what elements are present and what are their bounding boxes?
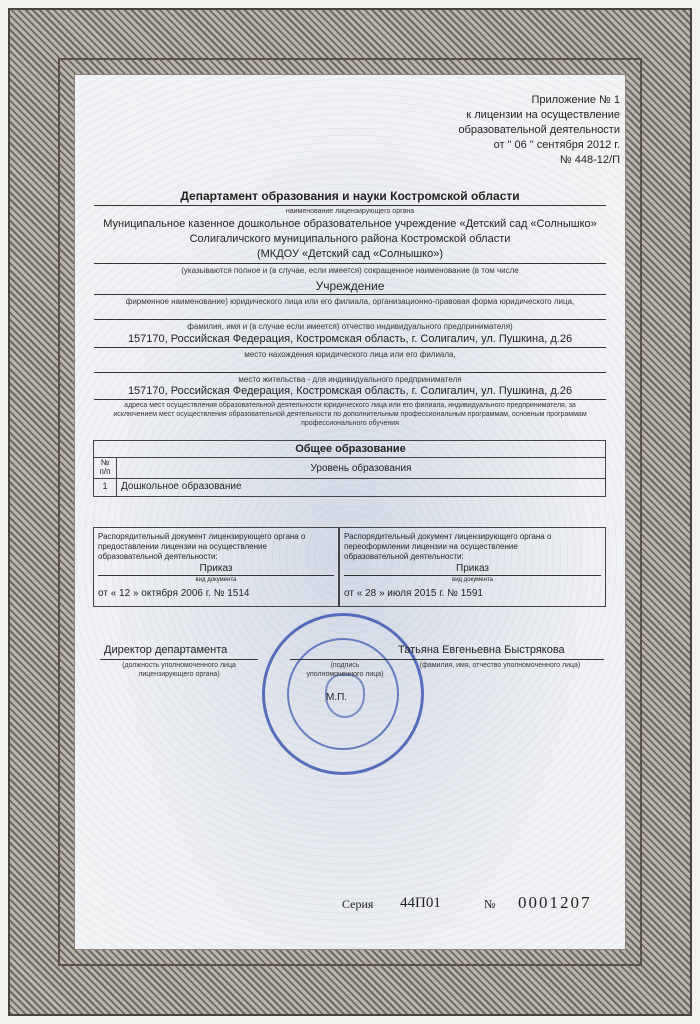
signer-name: Татьяна Евгеньевна Быстрякова (398, 644, 565, 656)
doc-left-type-underline (98, 575, 334, 576)
doc-left-box (93, 527, 339, 607)
activity-caption-line-2: исключением мест осуществления образовательной деятельности по дополнительным профессиональным программам, основным программам (113, 411, 587, 418)
doc-right-header-1: Распорядительный документ лицензирующего органа о (344, 532, 552, 541)
education-table-title: Общее образование (295, 443, 406, 455)
signer-position-underline (100, 659, 258, 660)
doc-left-header-1: Распорядительный документ лицензирующего органа о (98, 532, 306, 541)
institution-name-line-3: (МКДОУ «Детский сад «Солнышко») (256, 248, 444, 260)
doc-left-date: от « 12 » октября 2006 г. № 1514 (98, 588, 250, 599)
col-num-header-2: п/п (99, 467, 111, 476)
activity-caption-line-3: профессионального обучения (301, 420, 399, 427)
institution-caption-b: фирменное наименование) юридического лица или его филиала, организационно-правовая форма юридического лица, (125, 297, 575, 306)
doc-left-header-3: образовательной деятельности: (98, 552, 218, 561)
signature-caption-1: (подпись (330, 662, 360, 669)
institution-name-line-1: Муниципальное казенное дошкольное образовательное учреждение «Детский сад «Солнышко» (103, 218, 597, 230)
number-value: 0001207 (518, 893, 592, 912)
authority-underline (94, 205, 606, 206)
appendix-line-4: от " 06 " сентября 2012 г. (493, 139, 620, 151)
col-level-header: Уровень образования (310, 463, 412, 474)
appendix-line-5: № 448-12/П (559, 154, 620, 166)
series-value: 44П01 (400, 895, 441, 911)
signature-line (290, 659, 400, 660)
table-divider-header (94, 478, 605, 479)
number-label: № (484, 897, 496, 911)
institution-underline (94, 263, 606, 264)
doc-right-header-2: переоформлении лицензии на осуществление (344, 542, 518, 551)
doc-left-type: Приказ (199, 563, 233, 574)
doc-right-type: Приказ (456, 563, 489, 574)
stamp-place: М.П. (326, 692, 348, 703)
activity-caption-line-1: адреса мест осуществления образовательной деятельности юридического лица или его филиала, индивидуального предпринимателя, за (124, 402, 576, 409)
doc-right-type-caption: вид документа (452, 577, 493, 583)
series-label: Серия (342, 897, 374, 911)
activity-address: 157170, Российская Федерация, Костромская область, г. Солигалич, ул. Пушкина, д.26 (127, 385, 573, 397)
signer-position-caption-2: лицензирующего органа) (138, 671, 220, 678)
signature-caption-2: уполномоченного лица) (306, 671, 384, 678)
doc-right-box (339, 527, 606, 607)
signer-name-underline (396, 659, 604, 660)
doc-right-date: от « 28 » июля 2015 г. № 1591 (344, 588, 483, 599)
institution-name-line-2: Солигаличского муниципального района Костромской области (189, 233, 511, 245)
doc-left-header-2: предоставлении лицензии на осуществление (98, 542, 267, 551)
institution-caption-a: (указываются полное и (в случае, если имеется) сокращенное наименование (в том числе (181, 266, 519, 275)
location-underline (94, 347, 606, 348)
table-divider-title (94, 457, 605, 458)
location-blank-underline (94, 372, 606, 373)
authority-caption: наименование лицензирующего органа (285, 208, 415, 215)
signer-position-caption-1: (должность уполномоченного лица (122, 662, 236, 669)
location-caption-a: место нахождения юридического лица или его филиала, (244, 350, 456, 359)
signer-name-caption: (фамилия, имя, отчество уполномоченного лица) (419, 662, 581, 669)
signer-position: Директор департамента (104, 644, 228, 656)
location-caption-b: место жительства - для индивидуального предпринимателя (238, 375, 462, 384)
activity-underline (94, 399, 606, 400)
institution-legal-form: Учреждение (315, 279, 385, 293)
table-row-level: Дошкольное образование (121, 481, 242, 492)
appendix-line-1: Приложение № 1 (531, 94, 620, 106)
table-row-num: 1 (102, 481, 108, 491)
col-num-header-1: № (100, 458, 110, 467)
education-table (93, 440, 606, 497)
appendix-line-3: образовательной деятельности (458, 124, 620, 136)
institution-caption-c: фамилия, имя и (в случае если имеется) отчество индивидуального предпринимателя) (187, 322, 513, 331)
doc-right-header-3: образовательной деятельности: (344, 552, 464, 561)
legal-form-underline (94, 294, 606, 295)
location-address: 157170, Российская Федерация, Костромская область, г. Солигалич, ул. Пушкина, д.26 (127, 333, 573, 345)
doc-left-type-caption: вид документа (195, 577, 237, 583)
doc-right-type-underline (344, 575, 601, 576)
authority-name: Департамент образования и науки Костромской области (180, 189, 520, 203)
appendix-line-2: к лицензии на осуществление (466, 109, 620, 121)
blank-underline (94, 319, 606, 320)
